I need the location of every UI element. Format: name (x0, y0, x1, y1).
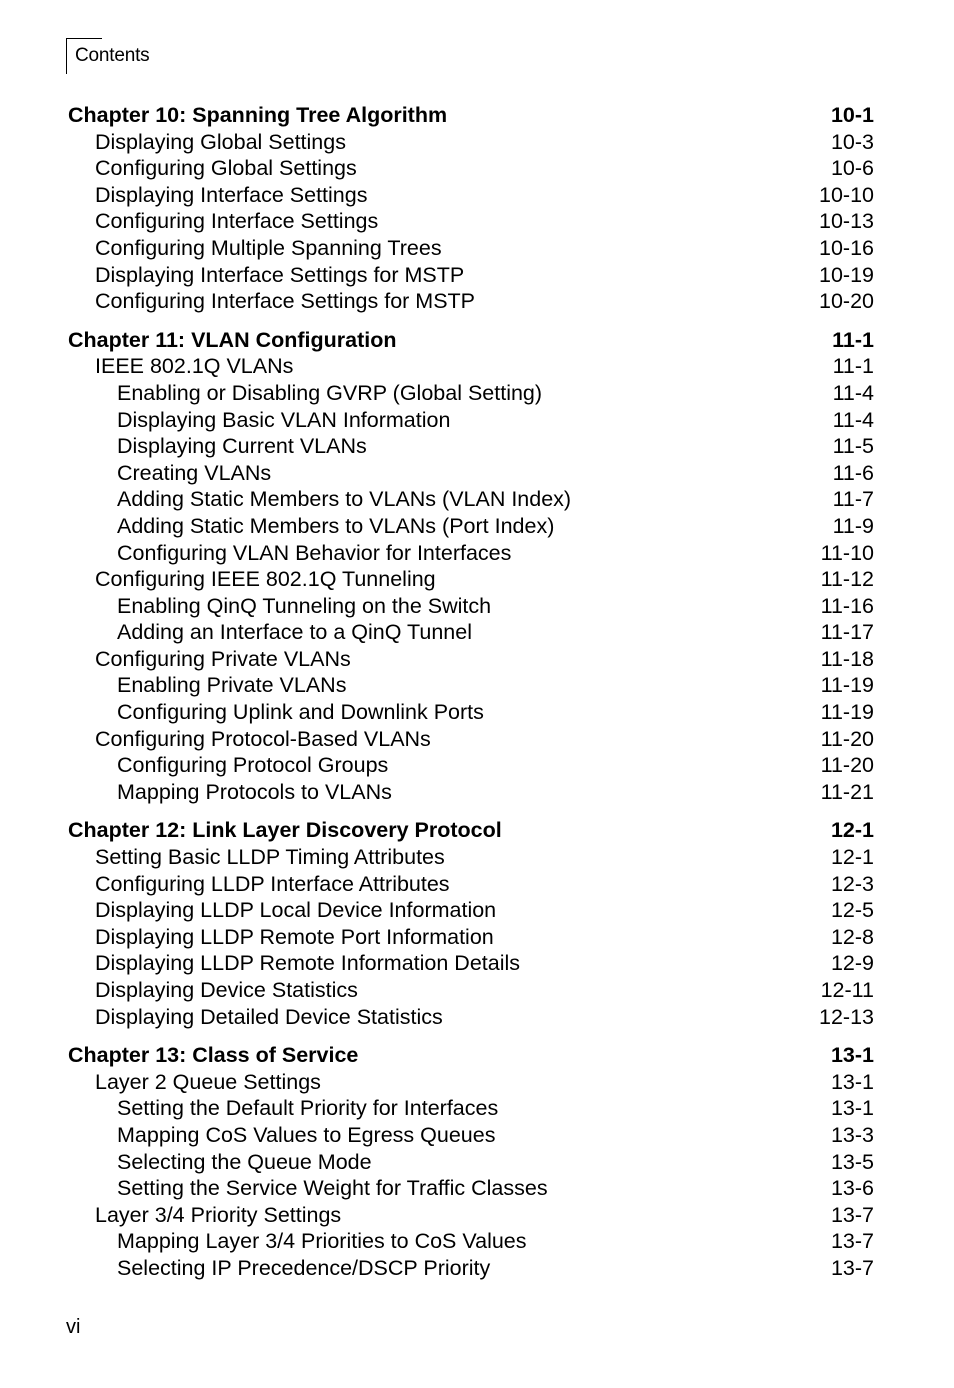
toc-entry[interactable] (68, 752, 874, 779)
page-reference: 12-3 (830, 871, 874, 896)
entry-title: Mapping CoS Values to Egress Queues (117, 1122, 496, 1147)
page-reference: 10-20 (819, 289, 874, 314)
header-label: Contents (75, 45, 150, 66)
entry-title: Mapping Protocols to VLANs (117, 779, 392, 804)
entry-title: Displaying Current VLANs (117, 434, 367, 459)
header-rule-horizontal (66, 38, 102, 39)
page-reference: 11-16 (820, 593, 874, 618)
page-reference: 11-20 (820, 726, 874, 751)
entry-title: Enabling or Disabling GVRP (Global Setting) (117, 380, 543, 405)
toc-entry[interactable] (68, 672, 874, 699)
page-reference: 13-1 (830, 1096, 874, 1121)
toc-entry[interactable] (68, 235, 874, 262)
entry-title: Displaying Global Settings (95, 129, 346, 154)
toc-entry[interactable] (68, 977, 874, 1004)
page-reference: 12-8 (830, 924, 874, 949)
toc-entry[interactable] (68, 646, 874, 673)
toc-entry[interactable] (68, 486, 874, 513)
entry-title: Mapping Layer 3/4 Priorities to CoS Values (117, 1229, 527, 1254)
entry-title: Configuring Protocol-Based VLANs (95, 726, 431, 751)
entry-title: Adding an Interface to a QinQ Tunnel (117, 620, 472, 645)
header-rule-vertical (66, 38, 67, 74)
chapter-title: Chapter 11: VLAN Configuration (68, 327, 397, 352)
page-reference: 13-7 (830, 1255, 874, 1280)
entry-title: Layer 2 Queue Settings (95, 1069, 321, 1094)
page-reference: 13-5 (830, 1149, 874, 1174)
entry-title: Setting the Service Weight for Traffic Classes (117, 1176, 548, 1201)
entry-title: Adding Static Members to VLANs (VLAN Index) (117, 487, 572, 512)
chapter-title: Chapter 12: Link Layer Discovery Protocol (68, 818, 502, 843)
toc-entry[interactable] (68, 1069, 874, 1096)
entry-title: Configuring IEEE 802.1Q Tunneling (95, 567, 436, 592)
toc-entry[interactable] (68, 1175, 874, 1202)
toc-chapter-section (68, 102, 874, 315)
toc-entry[interactable] (68, 288, 874, 315)
toc-entry[interactable] (68, 182, 874, 209)
entry-title: Enabling Private VLANs (117, 673, 347, 698)
page-reference: 13-1 (830, 1043, 874, 1068)
page-reference: 11-5 (832, 434, 874, 459)
page-reference: 11-20 (820, 753, 874, 778)
entry-title: Configuring Uplink and Downlink Ports (117, 700, 484, 725)
entry-title: Setting Basic LLDP Timing Attributes (95, 845, 445, 870)
page-reference: 10-10 (819, 182, 874, 207)
page-reference: 12-1 (830, 818, 874, 843)
toc-entry[interactable] (68, 844, 874, 871)
chapter-title: Chapter 13: Class of Service (68, 1043, 359, 1068)
toc-entry[interactable] (68, 593, 874, 620)
toc-entry[interactable] (68, 699, 874, 726)
toc-chapter-heading[interactable] (68, 102, 874, 129)
toc-entry[interactable] (68, 1122, 874, 1149)
page-reference: 10-6 (830, 156, 874, 181)
toc-chapter-heading[interactable] (68, 817, 874, 844)
toc-entry[interactable] (68, 1004, 874, 1031)
toc-chapter-heading[interactable] (68, 1042, 874, 1069)
page-reference: 11-1 (832, 327, 874, 352)
page-reference: 11-6 (832, 460, 874, 485)
page-reference: 13-7 (830, 1202, 874, 1227)
page-reference: 12-13 (819, 1004, 874, 1029)
toc-entry[interactable] (68, 1149, 874, 1176)
entry-title: Displaying LLDP Remote Information Details (95, 951, 521, 976)
page-reference: 10-1 (830, 103, 874, 127)
page-reference: 10-16 (819, 235, 874, 260)
entry-title: Setting the Default Priority for Interfaces (117, 1096, 499, 1121)
entry-title: IEEE 802.1Q VLANs (95, 354, 294, 379)
toc-entry[interactable] (68, 1095, 874, 1122)
page-reference: 12-1 (830, 845, 874, 870)
page-reference: 11-9 (832, 513, 874, 538)
page-reference: 12-11 (820, 978, 874, 1002)
page-reference: 12-9 (830, 951, 874, 976)
toc-entry[interactable] (68, 924, 874, 951)
entry-title: Displaying Detailed Device Statistics (95, 1004, 443, 1029)
entry-title: Configuring LLDP Interface Attributes (95, 871, 450, 896)
page-reference: 11-17 (820, 620, 874, 645)
entry-title: Layer 3/4 Priority Settings (95, 1202, 342, 1227)
entry-title: Configuring Multiple Spanning Trees (95, 235, 442, 260)
entry-title: Selecting IP Precedence/DSCP Priority (117, 1255, 491, 1280)
page-reference: 11-10 (820, 540, 874, 565)
entry-title: Enabling QinQ Tunneling on the Switch (117, 593, 492, 618)
entry-title: Configuring Private VLANs (95, 646, 351, 671)
toc-entry[interactable] (68, 1255, 874, 1282)
toc-entry[interactable] (68, 513, 874, 540)
entry-title: Configuring VLAN Behavior for Interfaces (117, 540, 512, 565)
entry-title: Displaying LLDP Remote Port Information (95, 924, 494, 949)
page-reference: 12-5 (830, 898, 874, 923)
toc-entry[interactable] (68, 433, 874, 460)
entry-title: Configuring Interface Settings (95, 209, 379, 234)
toc-entry[interactable] (68, 726, 874, 753)
page-reference: 11-18 (820, 646, 874, 671)
page-reference: 11-1 (832, 354, 874, 379)
toc-entry[interactable] (68, 619, 874, 646)
toc-entry[interactable] (68, 871, 874, 898)
chapter-title: Chapter 10: Spanning Tree Algorithm (68, 103, 448, 127)
page-number: vi (66, 1316, 81, 1338)
page-reference: 11-7 (832, 487, 874, 512)
page-reference: 11-19 (820, 700, 874, 725)
toc-entry[interactable] (68, 208, 874, 235)
toc-entry[interactable] (68, 262, 874, 289)
page-reference: 13-6 (830, 1176, 874, 1201)
toc-entry[interactable] (68, 779, 874, 806)
toc-entry[interactable] (68, 407, 874, 434)
toc-chapter-section (68, 817, 874, 1030)
entry-title: Displaying Basic VLAN Information (117, 407, 451, 432)
page-reference: 11-12 (820, 567, 874, 592)
entry-title: Selecting the Queue Mode (117, 1149, 372, 1174)
entry-title: Displaying Interface Settings for MSTP (95, 262, 465, 287)
page-reference: 11-4 (832, 380, 874, 405)
toc-chapter-heading[interactable] (68, 327, 874, 354)
table-of-contents (68, 102, 874, 1294)
entry-title: Adding Static Members to VLANs (Port Index) (117, 513, 555, 538)
toc-entry[interactable] (68, 1202, 874, 1229)
entry-title: Configuring Global Settings (95, 156, 357, 181)
toc-entry[interactable] (68, 897, 874, 924)
toc-chapter-section (68, 327, 874, 806)
entry-title: Displaying Device Statistics (95, 978, 358, 1002)
toc-chapter-section (68, 1042, 874, 1281)
page-reference: 10-3 (830, 129, 874, 154)
entry-title: Configuring Interface Settings for MSTP (95, 289, 476, 314)
toc-entry[interactable] (68, 380, 874, 407)
page-reference: 10-13 (819, 209, 874, 234)
page-reference: 13-7 (830, 1229, 874, 1254)
entry-title: Displaying LLDP Local Device Information (95, 898, 497, 923)
toc-entry[interactable] (68, 129, 874, 156)
entry-title: Displaying Interface Settings (95, 182, 368, 207)
toc-entry[interactable] (68, 353, 874, 380)
entry-title: Configuring Protocol Groups (117, 753, 389, 778)
toc-entry[interactable] (68, 540, 874, 567)
page-reference: 11-4 (832, 407, 874, 432)
toc-entry[interactable] (68, 460, 874, 487)
page-reference: 13-1 (830, 1069, 874, 1094)
page-reference: 11-21 (820, 779, 874, 804)
toc-entry[interactable] (68, 1228, 874, 1255)
toc-entry[interactable] (68, 155, 874, 182)
toc-entry[interactable] (68, 950, 874, 977)
page-reference: 11-19 (820, 673, 874, 698)
page-reference: 10-19 (819, 262, 874, 287)
page-reference: 13-3 (830, 1122, 874, 1147)
toc-entry[interactable] (68, 566, 874, 593)
entry-title: Creating VLANs (117, 460, 272, 485)
